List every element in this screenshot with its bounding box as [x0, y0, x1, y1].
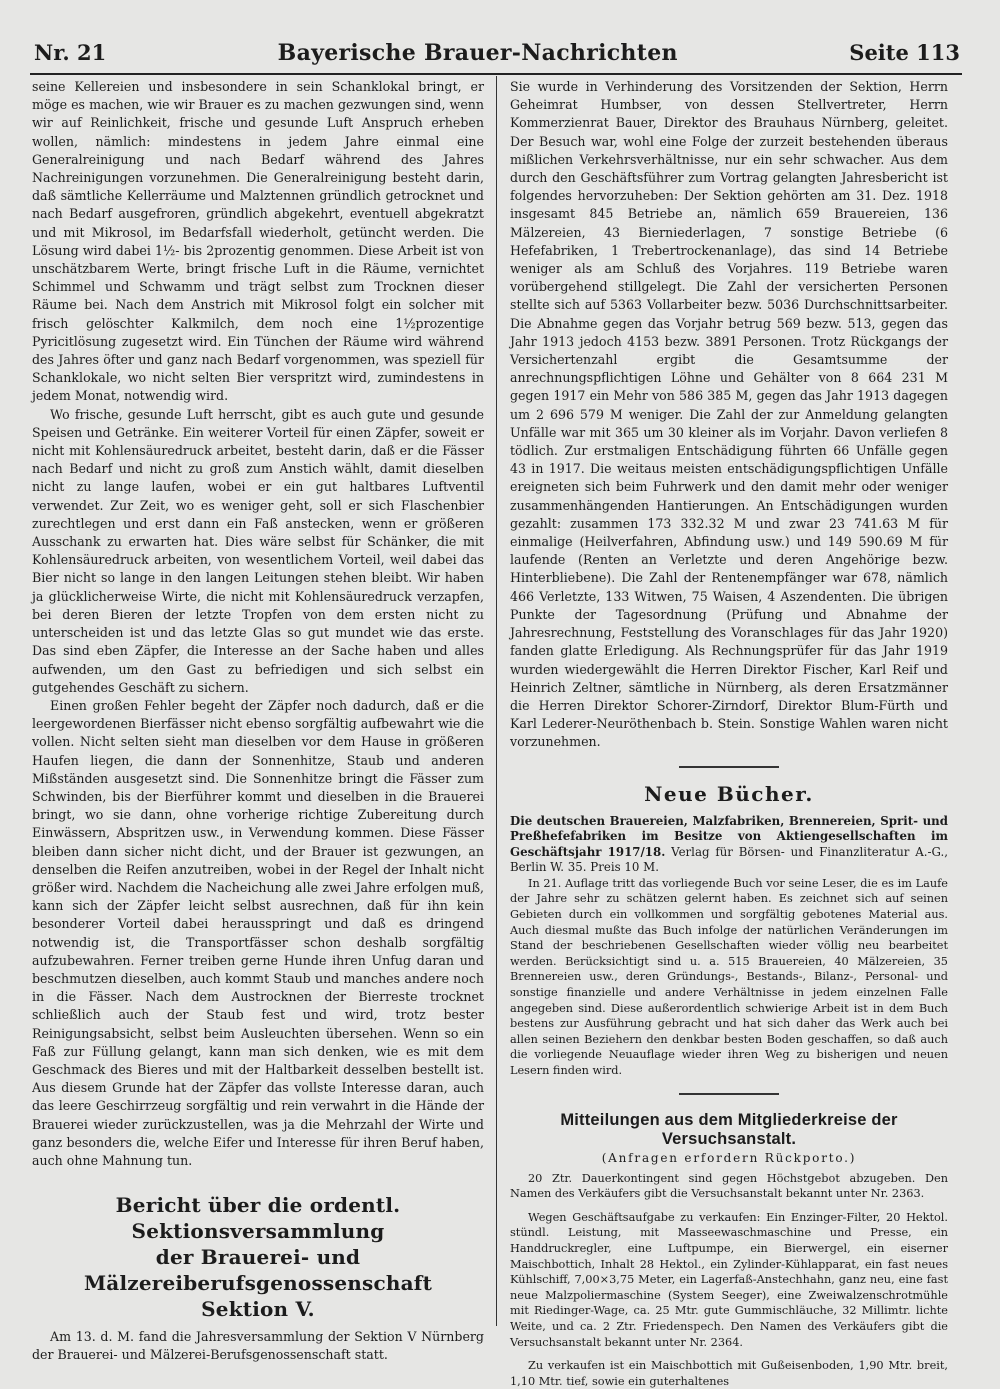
section-heading — [32, 1192, 484, 1322]
book-entry-heading — [510, 814, 948, 876]
book-title: Die deutschen Brauereien, Malzfabriken, Brennereien, Sprit- und Preßhefefabriken im Besitze von Aktiengesellschaften im Geschäftsjahr 1917/18. — [510, 813, 948, 859]
running-head — [34, 40, 960, 70]
section-separator — [679, 766, 779, 768]
notices-heading: Mitteilungen aus dem Mitgliederkreise der Versuchsanstalt. — [560, 1110, 898, 1148]
spacer — [510, 1350, 948, 1358]
section-heading-line: Sektion V. — [201, 1297, 315, 1322]
left-column — [32, 78, 484, 1363]
spacer — [510, 1202, 948, 1210]
journal-title: Bayerische Brauer-Nachrichten — [277, 40, 678, 66]
column-divider — [496, 76, 497, 1326]
notices-subheading: (Anfragen erfordern Rückporto.) — [601, 1150, 857, 1165]
right-column — [510, 78, 948, 1388]
header-rule — [30, 73, 962, 75]
paragraph: Sie wurde in Verhinderung des Vorsitzenden der Sektion, Herrn Geheimrat Humbser, von dessen Stellvertreter, Herrn Kommerzienrat Bauer, Direktor des Brauhaus Nürnberg, geleitet. Der Besuch war, wohl eine Folge der zurzeit bestehenden überaus mißlichen Verkehrsverhältnisse, nur ein sehr schwacher. Aus dem durch den Geschäftsführer zum Vortrag gelangten Jahresbericht ist folgendes hervorzuheben: Der Sektion gehörten am 31. Dez. 1918 insgesamt 845 Betriebe an, nämlich 659 Brauereien, 136 Mälzereien, 43 Bierniederlagen, 7 sonstige Betriebe (6 Hefefabriken, 1 Trebertrockenanlage), das sind 14 Betriebe weniger als am Schluß des Vorjahres. 119 Betriebe waren vorübergehend stillgelegt. Die Zahl der versicherten Personen stellte sich auf 5363 Vollarbeiter bezw. 5036 Durchschnittsarbeiter. Die Abnahme gegen das Vorjahr betrug 569 bezw. 513, gegen das Jahr 1913 jedoch 4153 bezw. 3891 Personen. Trotz Rückgangs der Versichertenzahl ergibt die Gesamtsumme der anrechnungspflichtigen Löhne und Gehälter von 8 664 231 M gegen 1917 ein Mehr von 586 385 M, gegen das Jahr 1913 dagegen um 2 696 579 M weniger. Die Zahl der zur Anmeldung gelangten Unfälle war mit 365 um 30 kleiner als im Vorjahr. Davon verliefen 8 tödlich. Zur erstmaligen Entschädigung führten 66 Unfälle gegen 43 in 1917. Die weitaus meisten entschädigungspflichtigen Unfälle ereigneten sich beim Fuhrwerk und den damit mehr oder weniger zusammenhängenden Hantierungen. An Entschädigungen wurden gezahlt: zusammen 173 332.32 M und zwar 23 741.63 M für einmalige (Heilverfahren, Abfindung usw.) und 149 590.69 M für laufende (Renten an Verletzte und deren Angehörige bezw. Hinterbliebene). Die Zahl der Rentenempfänger war 678, nämlich 466 Verletzte, 133 Witwen, 75 Waisen, 4 Aszendenten. Die übrigen Punkte der Tagesordnung (Prüfung und Abnahme der Jahresrechnung, Feststellung des Voranschlages für das Jahr 1920) fanden glatte Erledigung. Als Rechnungsprüfer für das Jahr 1919 wurden wiedergewählt die Herren Direktor Fischer, Karl Reif und Heinrich Zeltner, sämtliche in Nürnberg, als deren Ersatzmänner die Herren Direktor Schorer-Zirndorf, Direktor Blum-Fürth und Karl Lederer-Neuröthenbach b. Stein. Sonstige Wahlen waren nicht vorzunehmen. — [510, 79, 948, 750]
book-review: In 21. Auflage tritt das vorliegende Buch vor seine Leser, die es im Laufe der Jahre sehr zu schätzen gelernt haben. Es zeichnet sich auf seinen Gebieten durch ein vollkommen und sorgfältig gebotenes Material aus. Auch diesmal mußte das Buch infolge der natürlichen Veränderungen im Stand der beschriebenen Gesellschaften wieder völlig neu bearbeitet werden. Berücksichtigt sind u. a. 515 Brauereien, 40 Mälzereien, 35 Brennereien usw., deren Gründungs-, Bestands-, Bilanz-, Personal- und sonstige finanzielle und andere Verhältnisse in jedem einzelnen Falle angegeben sind. Diese außerordentlich schwierige Arbeit ist in dem Buch bestens zur Ausführung gebracht und hat sich daher das Werk auch bei allen seinen Beziehern den denkbar besten Boden geschaffen, so daß auch die vorliegende Neuauflage wieder ihren Weg zu bisherigen und neuen Lesern finden wird. — [510, 876, 948, 1078]
paragraph: Am 13. d. M. fand die Jahresversammlung der Sektion V Nürnberg der Brauerei- und Mälzerei-Berufsgenossenschaft statt. — [32, 1329, 484, 1363]
section-heading-line: der Brauerei- und Mälzereiberufsgenossenschaft — [83, 1245, 433, 1296]
books-heading: Neue Bücher. — [644, 781, 814, 806]
section-heading-line: Bericht über die ordentl. Sektionsversammlung — [115, 1193, 401, 1244]
issue-number: Nr. 21 — [34, 40, 107, 65]
paragraph: seine Kellereien und insbesondere in sein Schanklokal bringt, er möge es machen, wie wir Brauer es zu machen gezwungen sind, wenn wir auf Reinlichkeit, frische und gesunde Luft Anspruch erheben wollen, nämlich: mindestens in jedem Jahre einmal eine Generalreinigung und nach Bedarf während des Jahres Nachreinigungen vorzunehmen. Die Generalreinigung besteht darin, daß sämtliche Kellerräume und Malztennen gründlich getrocknet und nach Bedarf ausgefroren, gründlich abgekehrt, eventuell abgekratzt und mit Mikrosol, im Bedarfsfall wiederholt, getüncht werden. Die Lösung wird dabei 1½- bis 2prozentig genommen. Diese Arbeit ist von unschätzbarem Werte, bringt frische Luft in die Räume, vernichtet Schimmel und Schwamm und trägt selbst zum Trocknen dieser Räume bei. Nach dem Anstrich mit Mikrosol folgt ein solcher mit frisch gelöschter Kalkmilch, dem noch eine 1½prozentige Pyricitlösung zugesetzt wird. Ein Tünchen der Räume wird während des Jahres öfter und ganz nach Bedarf vorgenommen, was speziell für Schanklokale, wo nicht selten Bier verspritzt wird, zumindestens in jedem Monat, notwendig wird. — [32, 79, 484, 404]
page-number: Seite 113 — [849, 40, 960, 65]
paragraph: Einen großen Fehler begeht der Zäpfer noch dadurch, daß er die leergewordenen Bierfässer nicht ebenso sorgfältig aufbewahrt wie die vollen. Nicht selten sieht man dieselben vor dem Hause in größeren Haufen liegen, die dann der Sonnenhitze, Staub und anderen Mißständen ausgesetzt sind. Die Sonnenhitze bringt die Fässer zum Schwinden, bis der Bierführer kommt und dieselben in die Brauerei bringt, wo sie dann, ohne vorherige richtige Zubereitung durch Einwässern, Abspritzen usw., in Verwendung kommen. Diese Fässer bleiben dann sicher nicht dicht, und der Brauer ist gezwungen, an denselben die Reifen anzutreiben, wobei in der Regel der Inhalt nicht größer wird. Nachdem die Nacheichung alle zwei Jahre erfolgen muß, kann sich der Zäpfer leicht selbst ausrechnen, daß für ihn kein besonderer Vorteil dabei herausspringt und daß es dringend notwendig ist, die Transportfässer schon deshalb sorgfältig aufzubewahren. Ferner treiben gerne Hunde ihren Unfug daran und beschmutzen dieselben, auch kommt Staub und manches andere noch in die Fässer. Nach dem Austrocknen der Bierreste trocknet schließlich auch der Staub fest und wird, trotz bester Reinigungsabsicht, selbst beim Ausleuchten übersehen. Wenn so ein Faß zur Füllung gelangt, kann man sich denken, wie es mit dem Geschmack des Bieres und mit der Haltbarkeit desselben bestellt ist. Aus diesem Grunde hat der Zäpfer das vollste Interesse daran, auch das leere Geschirrzeug sorgfältig und rein verwahrt in die Hände der Brauerei wieder zurückzustellen, was ja die Mehrzahl der Wirte und ganz besonders die, welche Eifer und Interesse für ihren Beruf haben, auch ohne Mahnung tun. — [32, 697, 484, 1168]
section-separator — [679, 1093, 779, 1095]
paragraph: Wo frische, gesunde Luft herrscht, gibt es auch gute und gesunde Speisen und Getränke. Ein weiterer Vorteil für einen Zäpfer, soweit er nicht mit Kohlensäuredruck arbeitet, besteht darin, daß er die Fässer nach Bedarf und nicht zu groß zum Anstich wählt, damit dieselben nicht zu lange laufen, wobei er ein gut haltbares Luftventil verwendet. Zur Zeit, wo es weniger geht, soll er sich Flaschenbier zurechtlegen und erst dann ein Faß anstecken, wenn er größeren Ausschank zu erwarten hat. Dies wäre selbst für Schänker, die mit Kohlensäuredruck arbeiten, von wesentlichem Vorteil, weil dabei das Bier nicht so lange in den langen Leitungen stehen bleibt. Wir haben ja glücklicherweise Wirte, die nicht mit Kohlensäuredruck verzapfen, bei deren Bieren der letzte Tropfen von dem ersten nicht zu unterscheiden ist und das letzte Glas so gut mundet wie das erste. Das sind eben Zäpfer, die Interesse an der Sache haben und alles aufwenden, um den Gast zu befriedigen und sich selbst ein gutgehendes Geschäft zu sichern. — [32, 406, 484, 695]
classified-ad: Wegen Geschäftsaufgabe zu verkaufen: Ein Enzinger-Filter, 20 Hektol. stündl. Leistung, mit Masseewaschmaschine und Presse, ein Handdruckregler, eine Luftpumpe, ein Bierwergel, ein eiserner Maischbottich, Inhalt 28 Hektol., ein Zylinder-Kühlapparat, ein fast neues Kühlschiff, 7,00×3,75 Meter, ein Lagerfaß-Anstechhahn, ganz neu, eine fast neue Malzpoliermaschine (System Seeger), eine Zweiwalzenschrotmühle mit Riedinger-Wage, ca. 25 Mtr. gute Gummischläuche, 32 Millimtr. lichte Weite, und ca. 2 Ztr. Friedenspech. Den Namen des Verkäufers gibt die Versuchsanstalt bekannt unter Nr. 2364. — [510, 1210, 948, 1349]
classified-ad: 20 Ztr. Dauerkontingent sind gegen Höchstgebot abzugeben. Den Namen des Verkäufers gibt die Versuchsanstalt bekannt unter Nr. 2363. — [510, 1171, 948, 1201]
classified-ad: Zu verkaufen ist ein Maischbottich mit Gußeisenboden, 1,90 Mtr. breit, 1,10 Mtr. tief, sowie ein guterhaltenes — [510, 1359, 948, 1388]
book-publisher: Verlag für Börsen- und Finanzliteratur A.-G., Berlin W. 35. Preis 10 M. — [510, 844, 948, 875]
